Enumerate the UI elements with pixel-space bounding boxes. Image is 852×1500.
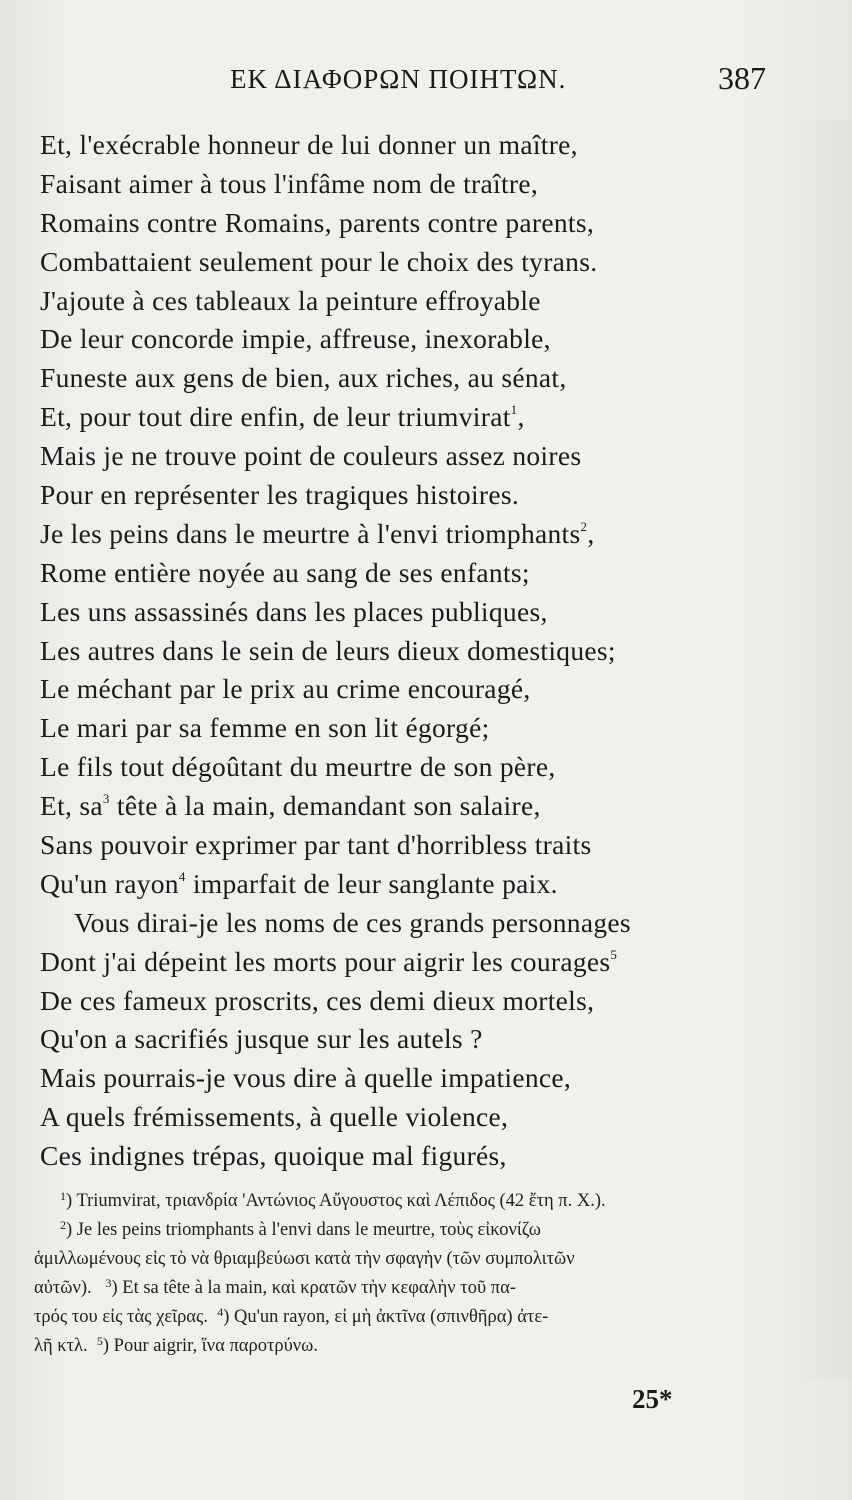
poem-line: Sans pouvoir exprimer par tant d'horribless traits [40, 829, 592, 861]
footnote-1: $^1$) Triumvirat, τριανδρία 'Αντώνιος Αὔγουστος καὶ Λέπιδος (42 ἔτη π. Χ.). [60, 1189, 606, 1211]
footnote-2: $^2$) Je les peins triomphants à l'envi dans le meurtre, τοὺς εἰκονίζω [60, 1218, 541, 1240]
poem-line: Rome entière noyée au sang de ses enfants; [40, 556, 530, 588]
poem-line: Dont j'ai dépeint les morts pour aigrir les courages$^5$ [40, 945, 618, 977]
footnote-marker: 5 [610, 946, 618, 962]
running-title: ΕΚ ΔΙΑΦΟΡΩΝ ΠΟΙΗΤΩΝ. [230, 64, 567, 94]
footnote-marker: 1 [510, 402, 518, 418]
poem-line: Mais pourrais-je vous dire à quelle impatience, [40, 1062, 572, 1094]
footnote-3: αὐτῶν). $^3$) Et sa tête à la main, καὶ κρατῶν τὴν κεφαλὴν τοῦ πα- [34, 1276, 516, 1298]
poem-line: Mais je ne trouve point de couleurs assez noires [40, 440, 582, 472]
poem-line: Pour en représenter les tragiques histoires. [40, 479, 520, 511]
poem-line: Ces indignes trépas, quoique mal figurés, [40, 1140, 507, 1172]
footnote-marker: 2 [580, 518, 588, 534]
poem-line: Qu'un rayon$^4$ imparfait de leur sanglante paix. [40, 867, 558, 899]
poem-line: Les autres dans le sein de leurs dieux domestiques; [40, 634, 616, 666]
poem-line: Faisant aimer à tous l'infâme nom de traître, [40, 167, 539, 199]
poem-line: Et, $sa^3$ tête à la main, demandant son salaire, [40, 790, 541, 822]
footnote-marker: 3 [102, 791, 110, 807]
poem-line: J'ajoute à ces tableaux la peinture effroyable [40, 284, 541, 316]
poem-line: Funeste aux gens de bien, aux riches, au sénat, [40, 362, 567, 394]
poem-line: Qu'on a sacrifiés jusque sur les autels ? [40, 1023, 483, 1055]
poem-line: A quels frémissements, à quelle violence, [40, 1101, 509, 1133]
poem-line: Vous dirai-je les noms de ces grands personnages [74, 906, 631, 938]
page-number: 387 [718, 60, 766, 96]
poem-line: Le méchant par le prix au crime encouragé, [40, 673, 531, 705]
poem-line: Les uns assassinés dans les places publiques, [40, 595, 548, 627]
poem-line: Le mari par sa femme en son lit égorgé; [40, 712, 490, 744]
poem-line: De leur concorde impie, affreuse, inexorable, [40, 323, 551, 355]
poem-line: Le fils tout dégoûtant du meurtre de son père, [40, 751, 556, 783]
footnote-2-continued: ἁμιλλωμένους εἰς τὸ νὰ θριαμβεύωσι κατὰ τὴν σφαγὴν (τῶν συμπολιτῶν [34, 1249, 575, 1269]
footnote-4: τρός του εἰς τὰς χεῖρας. $^4$) Qu'un rayon, εἰ μὴ ἀκτῖνα (σπινθῆρα) ἀτε- [34, 1305, 549, 1327]
poem-line: Et, l'exécrable honneur de lui donner un maître, [40, 129, 578, 160]
footnote-5: λῆ κτλ. $^5$) Pour aigrir, ἵνα παροτρύνω. [34, 1334, 318, 1356]
poem-line: De ces fameux proscrits, ces demi dieux mortels, [40, 984, 595, 1016]
poem-line: Et, pour tout dire enfin, de leur triumvirat$^1$, [40, 401, 525, 433]
poem-text [40, 126, 800, 1176]
poem-line: Romains contre Romains, parents contre parents, [40, 206, 595, 238]
page-header [40, 60, 766, 104]
signature-mark: 25* [632, 1384, 673, 1414]
poem-line: Je les peins dans le meurtre à l'envi triomphants$^2$, [40, 517, 595, 549]
poem-line: Combattaient seulement pour le choix des tyrans. [40, 245, 598, 277]
footnotes [34, 1187, 774, 1361]
footnote-marker: 4 [178, 868, 186, 884]
